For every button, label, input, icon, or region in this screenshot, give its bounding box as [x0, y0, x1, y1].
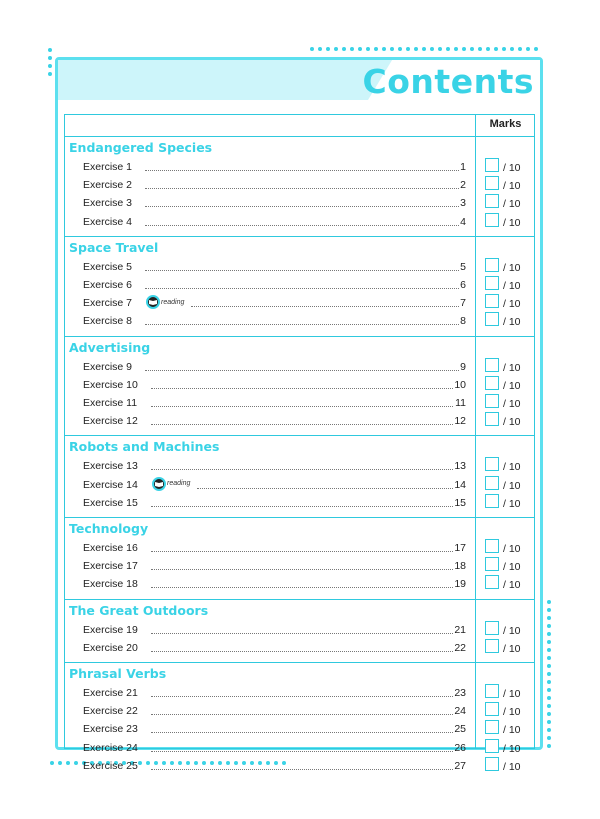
table-row — [65, 539, 534, 557]
border-dot — [547, 616, 551, 620]
mark-total: / 10 — [503, 198, 521, 211]
dot-leader — [151, 587, 453, 588]
exercise-name: Exercise 4 — [83, 215, 133, 228]
exercise-name: Exercise 18 — [83, 578, 138, 591]
table-row — [65, 557, 534, 575]
border-dot — [48, 48, 52, 52]
page-number: 15 — [454, 496, 466, 509]
section-title: Phrasal Verbs — [69, 666, 167, 681]
exercise-name: Exercise 6 — [83, 278, 133, 291]
page-number: 4 — [460, 215, 466, 228]
mark-total: / 10 — [503, 180, 521, 193]
table-row — [65, 702, 534, 720]
section-title: Advertising — [69, 339, 151, 355]
border-dot — [48, 64, 52, 68]
dot-leader — [191, 306, 459, 307]
dot-leader — [145, 270, 459, 271]
page-number: 1 — [460, 161, 466, 173]
exercise-name: Exercise 8 — [83, 315, 133, 328]
dot-leader — [145, 188, 459, 189]
mark-input-box[interactable] — [485, 276, 499, 290]
border-dot — [414, 47, 418, 51]
page-number: 12 — [454, 415, 466, 428]
table-row — [65, 176, 534, 194]
border-dot — [48, 72, 52, 76]
reading-icon — [146, 295, 160, 309]
title-banner — [58, 60, 540, 100]
section — [65, 136, 534, 237]
section-title: Technology — [69, 521, 149, 536]
border-dot — [50, 761, 54, 765]
dot-leader — [151, 406, 453, 407]
border-dot — [438, 47, 442, 51]
border-dot — [547, 736, 551, 740]
border-dot — [358, 47, 362, 51]
mark-input-box[interactable] — [485, 376, 499, 390]
marks-header: Marks — [489, 118, 522, 130]
mark-total: / 10 — [503, 416, 521, 429]
dot-leader — [151, 696, 453, 697]
mark-input-box[interactable] — [485, 176, 499, 190]
section-title: Robots and Machines — [69, 439, 220, 455]
exercise-name: Exercise 22 — [83, 705, 138, 718]
mark-input-box[interactable] — [485, 557, 499, 571]
section — [65, 336, 534, 437]
border-dot — [342, 47, 346, 51]
exercise-name: Exercise 13 — [83, 460, 138, 473]
section — [65, 517, 534, 600]
border-dot — [547, 688, 551, 692]
border-dot — [334, 47, 338, 51]
page-number: 18 — [454, 560, 466, 573]
exercise-name: Exercise 16 — [83, 542, 138, 554]
exercise-name: Exercise 3 — [83, 197, 133, 210]
mark-input-box[interactable] — [485, 258, 499, 272]
table-row — [65, 194, 534, 212]
exercise-name: Exercise 25 — [83, 759, 138, 772]
mark-total: / 10 — [503, 279, 521, 292]
dot-leader — [145, 288, 459, 289]
dot-leader — [151, 714, 453, 715]
table-row — [65, 457, 534, 475]
border-dot — [478, 47, 482, 51]
border-dot — [398, 47, 402, 51]
page-number: 6 — [460, 278, 466, 291]
page-number: 25 — [454, 723, 466, 736]
dot-leader — [151, 388, 453, 389]
mark-total: / 10 — [503, 216, 521, 229]
table-row — [65, 276, 534, 294]
page-number: 19 — [454, 578, 466, 591]
mark-input-box[interactable] — [485, 702, 499, 716]
page-title: Contents — [362, 62, 534, 101]
border-dot — [547, 600, 551, 604]
exercise-name: Exercise 14 — [83, 478, 138, 491]
mark-input-box[interactable] — [485, 639, 499, 653]
page-number: 11 — [455, 396, 466, 409]
border-dot — [406, 47, 410, 51]
border-dot — [547, 664, 551, 668]
border-dot — [422, 47, 426, 51]
mark-total: / 10 — [503, 561, 521, 574]
border-dot — [310, 47, 314, 51]
section-title: Space Travel — [69, 239, 159, 255]
border-dot — [430, 47, 434, 51]
table-row — [65, 158, 534, 176]
mark-input-box[interactable] — [485, 757, 499, 771]
border-dot — [58, 761, 62, 765]
page-number: 24 — [454, 705, 466, 718]
page-number: 26 — [454, 741, 466, 754]
reading-label: reading — [167, 480, 191, 488]
page-number: 23 — [454, 687, 466, 699]
exercise-name: Exercise 10 — [83, 378, 138, 391]
page-number: 2 — [460, 179, 466, 192]
dot-leader — [151, 506, 453, 507]
exercise-name: Exercise 24 — [83, 741, 138, 754]
border-dot — [547, 704, 551, 708]
mark-input-box[interactable] — [485, 457, 499, 471]
border-dot — [547, 696, 551, 700]
reading-label: reading — [161, 298, 185, 306]
exercise-name: Exercise 11 — [83, 396, 138, 409]
exercise-name: Exercise 19 — [83, 623, 138, 636]
border-dot — [48, 56, 52, 60]
mark-total: / 10 — [503, 379, 521, 392]
mark-total: / 10 — [503, 261, 521, 274]
mark-input-box[interactable] — [485, 539, 499, 553]
mark-input-box[interactable] — [485, 720, 499, 734]
mark-input-box[interactable] — [485, 494, 499, 508]
page-number: 8 — [460, 315, 466, 328]
border-dot — [350, 47, 354, 51]
border-dot — [547, 624, 551, 628]
page-number: 5 — [460, 260, 466, 273]
border-dot — [382, 47, 386, 51]
border-dot — [462, 47, 466, 51]
border-dot — [547, 656, 551, 660]
border-dot — [526, 47, 530, 51]
page-number: 17 — [454, 542, 466, 554]
border-dot — [470, 47, 474, 51]
mark-total: / 10 — [503, 543, 521, 555]
mark-total: / 10 — [503, 579, 521, 592]
mark-input-box[interactable] — [485, 394, 499, 408]
border-dot — [502, 47, 506, 51]
mark-total: / 10 — [503, 361, 521, 374]
exercise-name: Exercise 21 — [83, 687, 138, 699]
table-row — [65, 358, 534, 376]
section-title: The Great Outdoors — [69, 602, 209, 618]
exercise-name: Exercise 2 — [83, 179, 133, 192]
mark-input-box[interactable] — [485, 158, 499, 172]
border-dot — [374, 47, 378, 51]
border-dot — [518, 47, 522, 51]
table-row — [65, 720, 534, 738]
dot-leader — [197, 488, 453, 489]
reading-badge — [146, 294, 184, 310]
dot-leader — [145, 370, 459, 371]
dot-leader — [151, 469, 453, 470]
table-row — [65, 213, 534, 231]
page-number: 7 — [460, 297, 466, 310]
mark-total: / 10 — [503, 760, 521, 773]
section — [65, 599, 534, 663]
section — [65, 662, 534, 780]
mark-input-box[interactable] — [485, 294, 499, 308]
mark-total: / 10 — [503, 642, 521, 655]
border-dot — [534, 47, 538, 51]
left-dotted-border — [47, 48, 53, 76]
exercise-name: Exercise 5 — [83, 260, 133, 273]
table-row — [65, 621, 534, 639]
table-row — [65, 575, 534, 593]
mark-input-box[interactable] — [485, 575, 499, 589]
border-dot — [318, 47, 322, 51]
border-dot — [547, 720, 551, 724]
reading-icon — [152, 477, 166, 491]
table-row — [65, 394, 534, 412]
border-dot — [547, 640, 551, 644]
page-number: 27 — [454, 759, 466, 772]
mark-input-box[interactable] — [485, 684, 499, 698]
dot-leader — [151, 769, 453, 770]
page-number: 3 — [460, 197, 466, 210]
mark-input-box[interactable] — [485, 621, 499, 635]
exercise-name: Exercise 17 — [83, 560, 138, 573]
mark-total: / 10 — [503, 706, 521, 719]
table-row — [65, 639, 534, 657]
mark-total: / 10 — [503, 624, 521, 637]
mark-total: / 10 — [503, 479, 521, 492]
right-dotted-border — [546, 600, 552, 748]
table-row — [65, 412, 534, 430]
border-dot — [326, 47, 330, 51]
mark-input-box[interactable] — [485, 476, 499, 490]
exercise-name: Exercise 23 — [83, 723, 138, 736]
dot-leader — [145, 206, 459, 207]
border-dot — [510, 47, 514, 51]
exercise-name: Exercise 12 — [83, 415, 138, 428]
page-number: 21 — [454, 623, 466, 636]
border-dot — [547, 712, 551, 716]
table-row — [65, 258, 534, 276]
mark-total: / 10 — [503, 688, 521, 700]
dot-leader — [151, 424, 453, 425]
table-row — [65, 294, 534, 312]
border-dot — [547, 672, 551, 676]
contents-table — [64, 114, 535, 773]
exercise-name: Exercise 15 — [83, 496, 138, 509]
exercise-name: Exercise 9 — [83, 360, 133, 373]
border-dot — [446, 47, 450, 51]
table-row — [65, 312, 534, 330]
mark-total: / 10 — [503, 397, 521, 410]
border-dot — [547, 680, 551, 684]
table-row — [65, 494, 534, 512]
mark-total: / 10 — [503, 461, 521, 474]
page-number: 10 — [454, 378, 466, 391]
border-dot — [494, 47, 498, 51]
table-row — [65, 739, 534, 757]
dot-leader — [145, 225, 459, 226]
border-dot — [486, 47, 490, 51]
dot-leader — [145, 324, 459, 325]
dot-leader — [151, 651, 453, 652]
mark-total: / 10 — [503, 497, 521, 510]
mark-input-box[interactable] — [485, 412, 499, 426]
border-dot — [454, 47, 458, 51]
mark-input-box[interactable] — [485, 194, 499, 208]
table-row — [65, 684, 534, 702]
dot-leader — [151, 569, 453, 570]
dot-leader — [145, 170, 459, 171]
page-number: 13 — [454, 460, 466, 473]
dot-leader — [151, 751, 453, 752]
table-header-row — [65, 115, 534, 137]
mark-input-box[interactable] — [485, 739, 499, 753]
mark-total: / 10 — [503, 742, 521, 755]
page-number: 9 — [460, 360, 466, 373]
dot-leader — [151, 551, 453, 552]
mark-total: / 10 — [503, 298, 521, 311]
mark-input-box[interactable] — [485, 213, 499, 227]
border-dot — [366, 47, 370, 51]
mark-total: / 10 — [503, 162, 521, 174]
mark-total: / 10 — [503, 316, 521, 329]
border-dot — [547, 728, 551, 732]
table-row — [65, 376, 534, 394]
border-dot — [547, 648, 551, 652]
border-dot — [547, 632, 551, 636]
section — [65, 435, 534, 518]
dot-leader — [151, 633, 453, 634]
table-row — [65, 757, 534, 775]
mark-input-box[interactable] — [485, 358, 499, 372]
mark-total: / 10 — [503, 724, 521, 737]
exercise-name: Exercise 7 — [83, 297, 133, 310]
dot-leader — [151, 732, 453, 733]
section — [65, 236, 534, 337]
page-number: 22 — [454, 641, 466, 654]
reading-badge — [152, 476, 190, 492]
top-dotted-border — [310, 46, 538, 52]
table-row — [65, 476, 534, 494]
exercise-name: Exercise 20 — [83, 641, 138, 654]
border-dot — [547, 608, 551, 612]
section-title: Endangered Species — [69, 140, 213, 155]
mark-input-box[interactable] — [485, 312, 499, 326]
border-dot — [547, 744, 551, 748]
border-dot — [390, 47, 394, 51]
page-number: 14 — [454, 478, 466, 491]
exercise-name: Exercise 1 — [83, 161, 133, 173]
